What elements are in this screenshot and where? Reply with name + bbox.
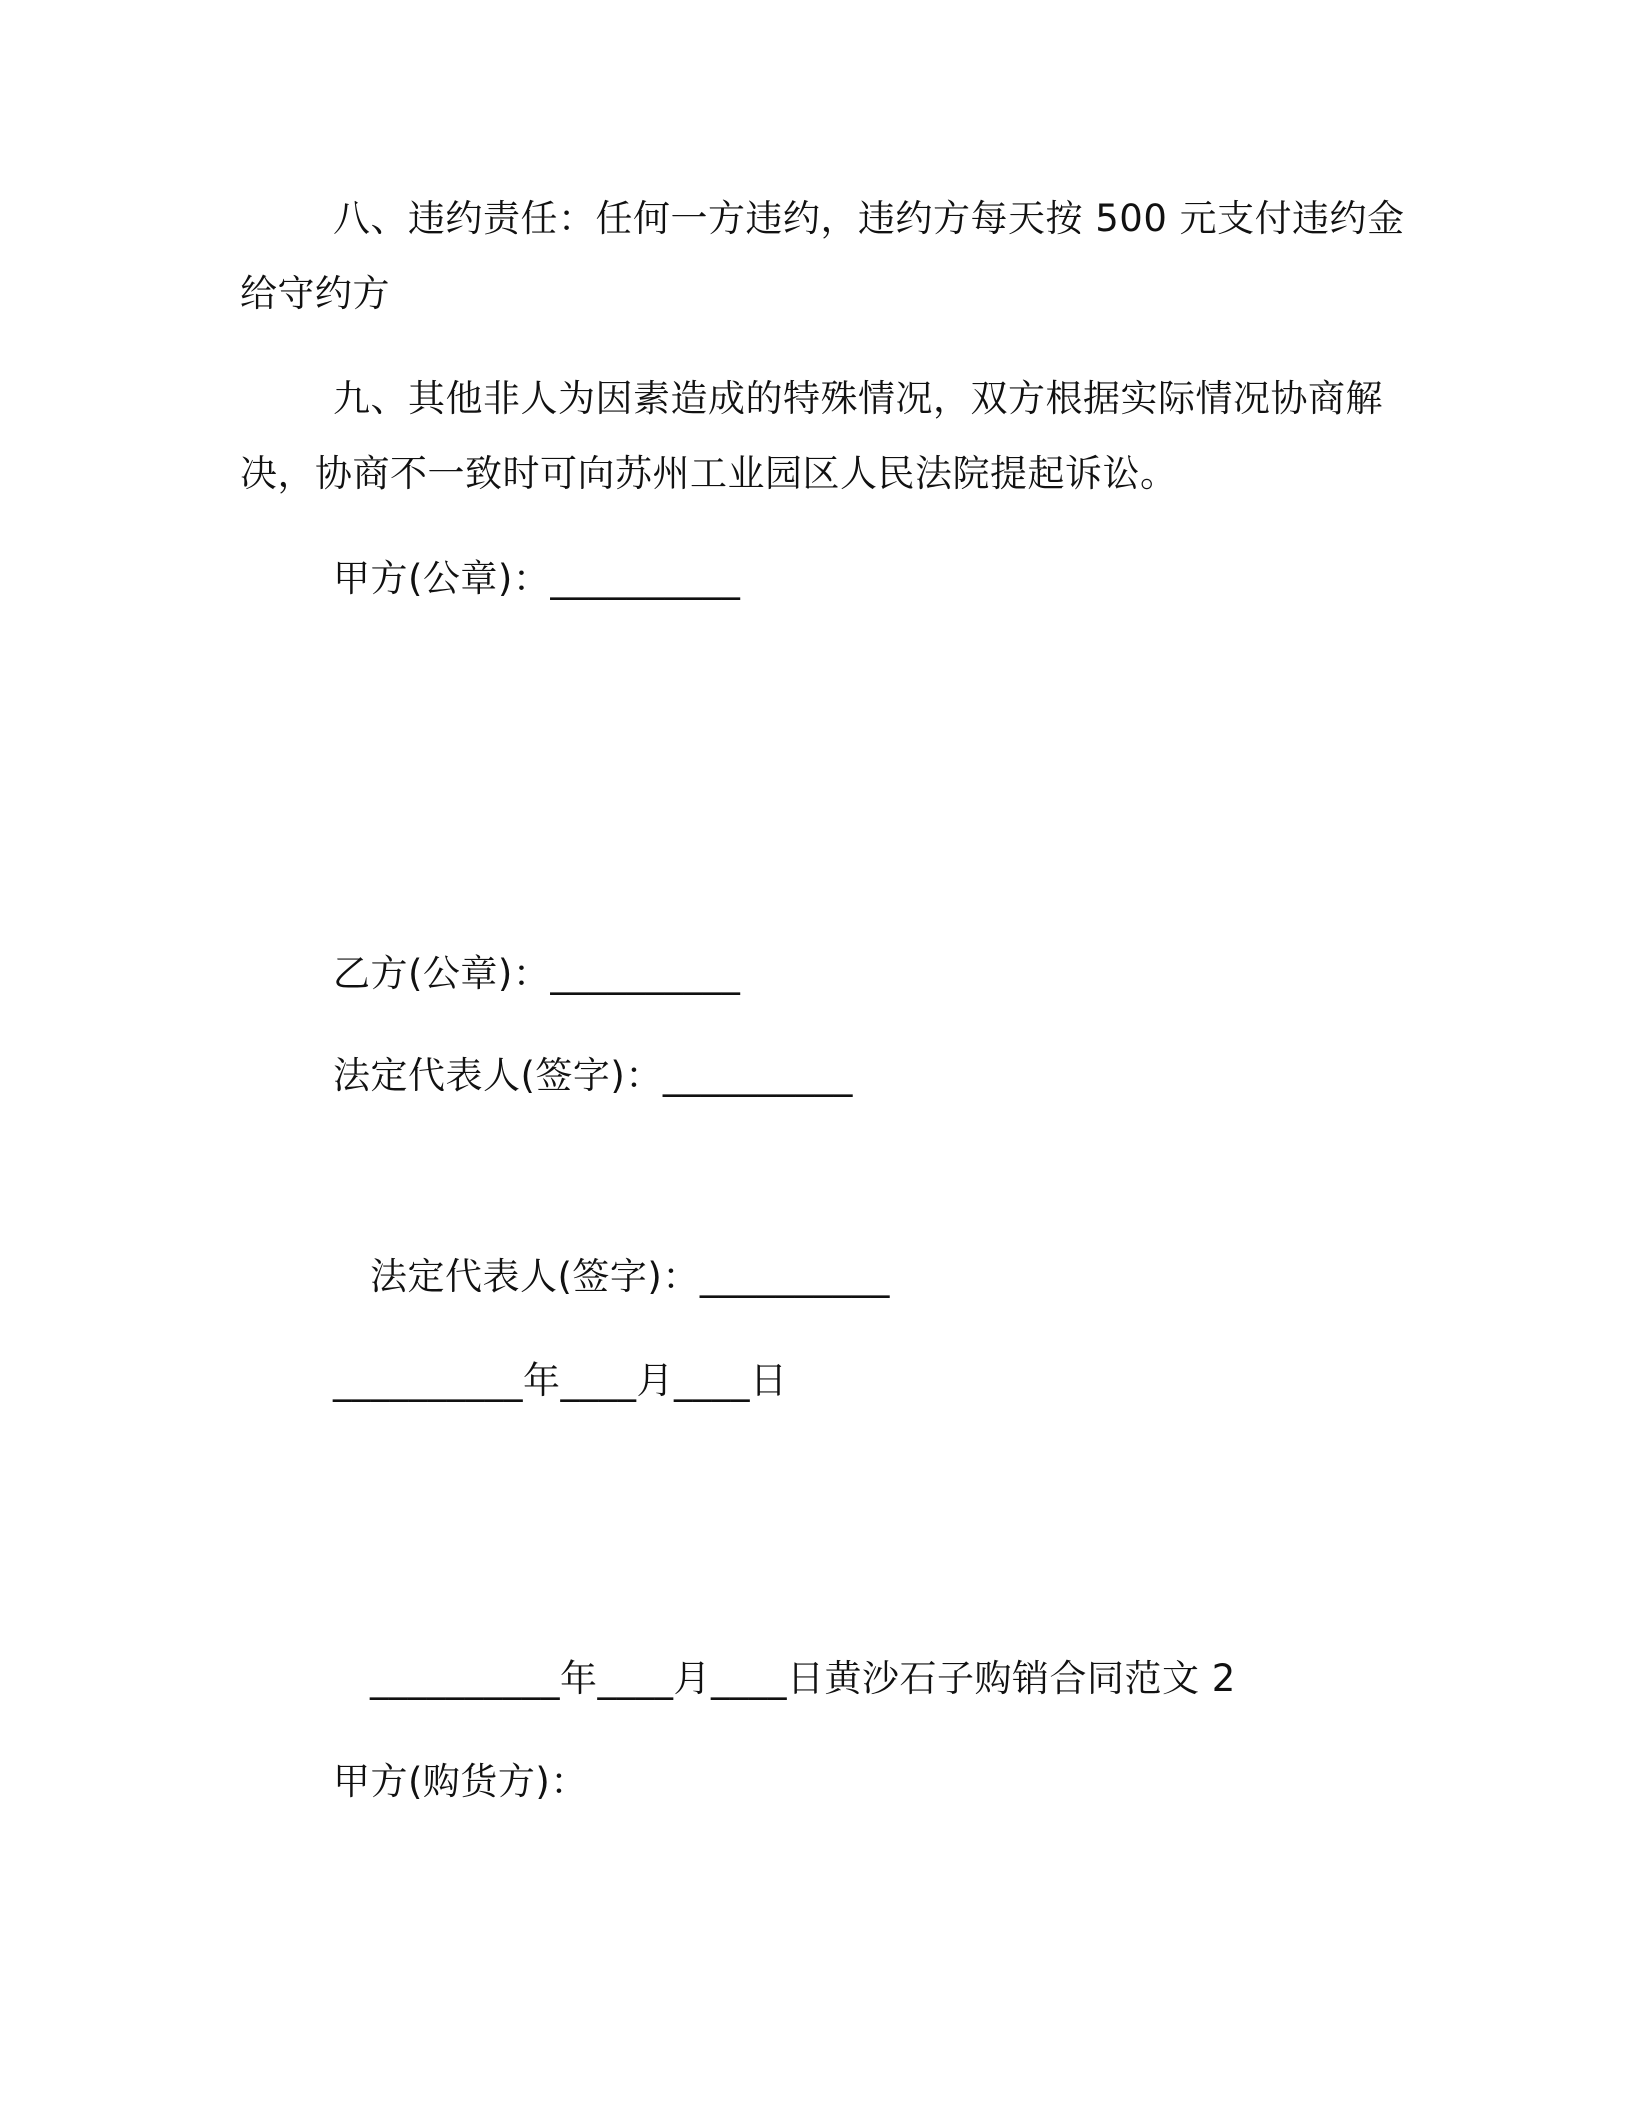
party-b-seal-line: 乙方(公章)：__________ — [333, 952, 741, 995]
clause-8-line-2: 给守约方 — [240, 272, 390, 315]
contract-title-line: __________年____月____日黄沙石子购销合同范文 2 — [370, 1657, 1236, 1700]
clause-9-line-1: 九、其他非人为因素造成的特殊情况，双方根据实际情况协商解 — [333, 377, 1383, 420]
legal-rep-signature-line-2: 法定代表人(签字)：__________ — [370, 1255, 890, 1298]
party-a-seal-line: 甲方(公章)：__________ — [333, 557, 741, 600]
date-line: __________年____月____日 — [333, 1359, 788, 1402]
buyer-party-label: 甲方(购货方)： — [333, 1760, 588, 1803]
clause-8-line-1: 八、违约责任：任何一方违约，违约方每天按 500 元支付违约金 — [333, 197, 1405, 240]
clause-9-line-2: 决，协商不一致时可向苏州工业园区人民法院提起诉讼。 — [240, 452, 1178, 495]
legal-rep-signature-line: 法定代表人(签字)：__________ — [333, 1054, 853, 1097]
